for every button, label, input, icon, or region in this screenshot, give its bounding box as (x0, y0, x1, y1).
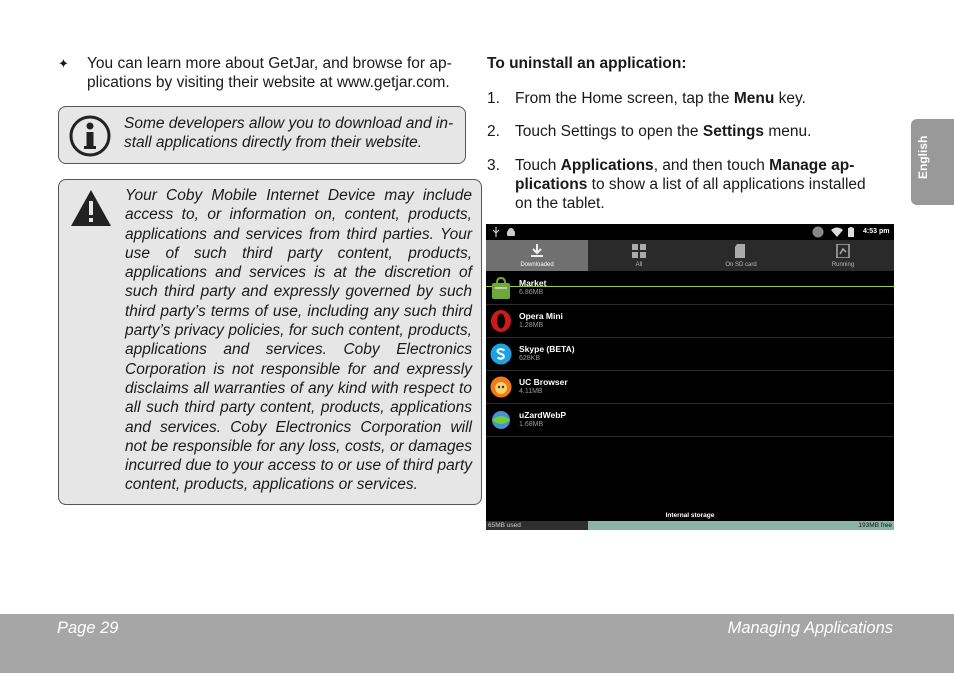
tab-on-sd-card[interactable] (690, 240, 792, 271)
tab-all[interactable] (588, 240, 690, 271)
market-icon (489, 276, 513, 300)
applications-label: Applications (560, 157, 654, 174)
status-time: 4:53 pm (863, 228, 890, 235)
step-text: , and then touch (653, 157, 770, 174)
info-note-text: Some developers allow you to download and in-stall applications directly from their website. (124, 115, 454, 151)
menu-key-label: Menu (733, 90, 775, 107)
language-side-tab (911, 119, 954, 205)
warning-box (58, 179, 482, 505)
opera-icon (489, 309, 513, 333)
app-name: Skype (BETA) (519, 344, 575, 354)
storage-title: Internal storage (665, 512, 715, 519)
tab-label: All (635, 262, 643, 268)
app-size: 1.68MB (519, 421, 544, 428)
tab-downloaded[interactable] (486, 240, 588, 271)
battery-icon (848, 227, 854, 237)
tab-label: Downloaded (520, 262, 554, 268)
manage-apps-screenshot (486, 224, 894, 530)
step-text: Touch (515, 157, 561, 174)
step-number: 2. (487, 123, 500, 140)
tab-label: Running (831, 262, 855, 268)
skype-icon (489, 342, 513, 366)
android-debug-icon (506, 227, 516, 237)
bullet-text: You can learn more about GetJar, and browse for ap-plications by visiting their website at www.getjar.com. (87, 55, 452, 91)
step-text: From the Home screen, tap the (515, 90, 734, 107)
step-number: 3. (487, 157, 500, 174)
app-name: Opera Mini (519, 311, 563, 321)
bullet-mark: ✦ (58, 56, 69, 71)
step-2 (487, 122, 887, 141)
app-name: UC Browser (519, 377, 568, 387)
uninstall-heading: To uninstall an application: (487, 55, 687, 72)
step-text: menu. (764, 123, 812, 140)
uzard-icon (489, 408, 513, 432)
app-row-market[interactable] (486, 272, 894, 305)
step-3 (487, 156, 887, 213)
storage-bar (486, 521, 894, 530)
warning-text: Your Coby Mobile Internet Device may include access to, or information on, content, products, applications and services from third parties. Your use of such third party content, products, applications and services is at the discretion of such third party and expressly governed by such third party’s terms of use, including any such third party’s privacy policies, for such content, products, applications and services. Coby Electronics Corporation is not responsible for and expressly disclaims all warranties of any kind with respect to all such third party content, products, applications and services. Coby Electronics Corporation will not be responsible for any loss, costs, or damages incurred due to your access to or use of third party content, products, applications or services. (125, 187, 472, 494)
app-row-uzardwebp[interactable] (486, 404, 894, 437)
tab-running[interactable] (792, 240, 894, 271)
app-name: Market (519, 278, 547, 288)
step-text: key. (774, 90, 806, 107)
step-number: 1. (487, 90, 500, 107)
settings-label: Settings (702, 123, 765, 140)
language-label: English (916, 135, 930, 179)
step-1 (487, 89, 887, 108)
app-size: 4.11MB (519, 388, 543, 395)
warning-icon (69, 188, 113, 228)
download-icon (529, 244, 545, 258)
manage-applications-label: Manage ap-plications (515, 157, 855, 193)
grid-icon (631, 244, 647, 258)
info-note-box (58, 106, 466, 164)
app-row-opera-mini[interactable] (486, 305, 894, 338)
app-row-uc-browser[interactable] (486, 371, 894, 404)
storage-used-label: 65MB used (488, 522, 521, 529)
section-title: Managing Applications (727, 619, 893, 637)
tab-label: On SD card (725, 262, 757, 268)
uc-browser-icon (489, 375, 513, 399)
status-bar (486, 224, 894, 240)
storage-free-label: 193MB free (858, 522, 892, 529)
wifi-icon (831, 227, 843, 237)
sync-icon (812, 226, 824, 238)
info-icon (69, 115, 111, 157)
app-size: 1.28MB (519, 322, 544, 329)
sdcard-icon (733, 244, 749, 258)
step-text: to show a list of all applications installed on the tablet. (515, 176, 866, 212)
app-size: 628KB (519, 355, 541, 362)
app-name: uZardWebP (519, 410, 567, 420)
tab-bar (486, 240, 894, 271)
usb-icon (492, 227, 500, 237)
running-icon (835, 244, 851, 258)
step-text: Touch Settings to open the (515, 123, 703, 140)
app-size: 6.86MB (519, 289, 544, 296)
app-row-skype[interactable] (486, 338, 894, 371)
page-footer (0, 614, 954, 673)
page-number: Page 29 (57, 619, 119, 637)
getjar-bullet (58, 54, 453, 92)
